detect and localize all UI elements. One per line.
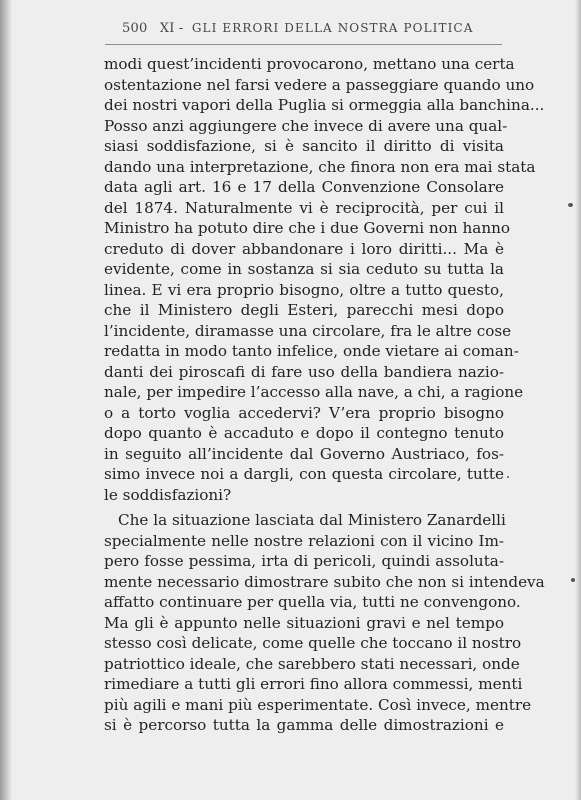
page-number: 500 — [122, 21, 148, 36]
text-line: Ministro ha potuto dire che i due Governi non hanno — [104, 219, 511, 237]
text-line: mente necessario dimostrare subito che non si intendeva — [104, 572, 545, 591]
text-line: data agli art. 16 e 17 della Convenzione Consolare — [104, 178, 504, 196]
text-line: modi quest’incidenti provocarono, mettano una certa — [104, 55, 515, 73]
text-line: Ma gli è appunto nelle situazioni gravi e nel tempo — [104, 613, 504, 632]
text-line: pero fosse pessima, irta di pericoli, quindi assoluta- — [104, 552, 504, 570]
text-line: dei nostri vapori della Puglia si ormeggia alla banchina... — [104, 96, 545, 114]
text-line: linea. E vi era proprio bisogno, oltre a tutto questo, — [104, 280, 504, 299]
text-line: in seguito all’incidente dal Governo Austriaco, fos- — [104, 444, 504, 463]
text-line: redatta in modo tanto infelice, onde vietare ai coman- — [104, 342, 519, 360]
text-line: siasi soddisfazione, si è sancito il diritto di visita — [104, 137, 504, 155]
text-line: Posso anzi aggiungere che invece di avere una qual- — [104, 116, 508, 135]
text-line: simo invece noi a dargli, con questa circolare, tutte — [104, 465, 504, 483]
chapter-section: XI - — [159, 21, 184, 36]
paper-speck — [507, 476, 509, 478]
chapter-title: GLI ERRORI DELLA NOSTRA POLITICA — [191, 21, 474, 35]
text-line: l’incidente, diramasse una circolare, fra le altre cose — [104, 321, 512, 340]
text-line: creduto di dover abbandonare i loro diritti... Ma è — [104, 239, 504, 258]
text-line: nale, per impedire l’accesso alla nave, a chi, a ragione — [104, 383, 524, 401]
text-line: che il Ministero degli Esteri, parecchi mesi dopo — [104, 301, 504, 319]
text-line: Che la situazione lasciata dal Ministero Zanardelli — [118, 511, 506, 529]
text-line: del 1874. Naturalmente vi è reciprocità, per cui il — [104, 198, 504, 217]
text-line: o a torto voglia accedervi? V’era proprio bisogno — [104, 403, 504, 422]
text-line: dando una interpretazione, che finora non era mai stata — [104, 157, 536, 176]
gutter-shadow — [0, 0, 12, 800]
header-rule — [105, 44, 502, 45]
text-line: evidente, come in sostanza si sia ceduto su tutta la — [104, 260, 504, 278]
text-line: più agili e mani più esperimentate. Così invece, mentre — [104, 695, 532, 714]
running-header — [122, 21, 474, 36]
body-text — [104, 54, 545, 736]
paper-speck — [571, 578, 575, 582]
text-line: rimediare a tutti gli errori fino allora commessi, menti — [104, 675, 523, 693]
text-line: affatto continuare per quella via, tutti ne convengono. — [104, 593, 521, 611]
text-line: stesso così delicate, come quelle che toccano il nostro — [104, 634, 522, 652]
text-line: specialmente nelle nostre relazioni con il vicino Im- — [104, 531, 504, 550]
text-line: dopo quanto è accaduto e dopo il contegno tenuto — [104, 424, 504, 442]
text-line: danti dei piroscafi di fare uso della bandiera nazio- — [104, 362, 504, 381]
page-edge — [575, 0, 581, 800]
text-line: si è percorso tutta la gamma delle dimostrazioni e — [104, 716, 504, 734]
paper-speck — [568, 203, 573, 207]
text-line: ostentazione nel farsi vedere a passeggiare quando uno — [104, 75, 535, 94]
text-line: patriottico ideale, che sarebbero stati necessari, onde — [104, 654, 520, 673]
text-line: le soddisfazioni? — [104, 485, 232, 504]
